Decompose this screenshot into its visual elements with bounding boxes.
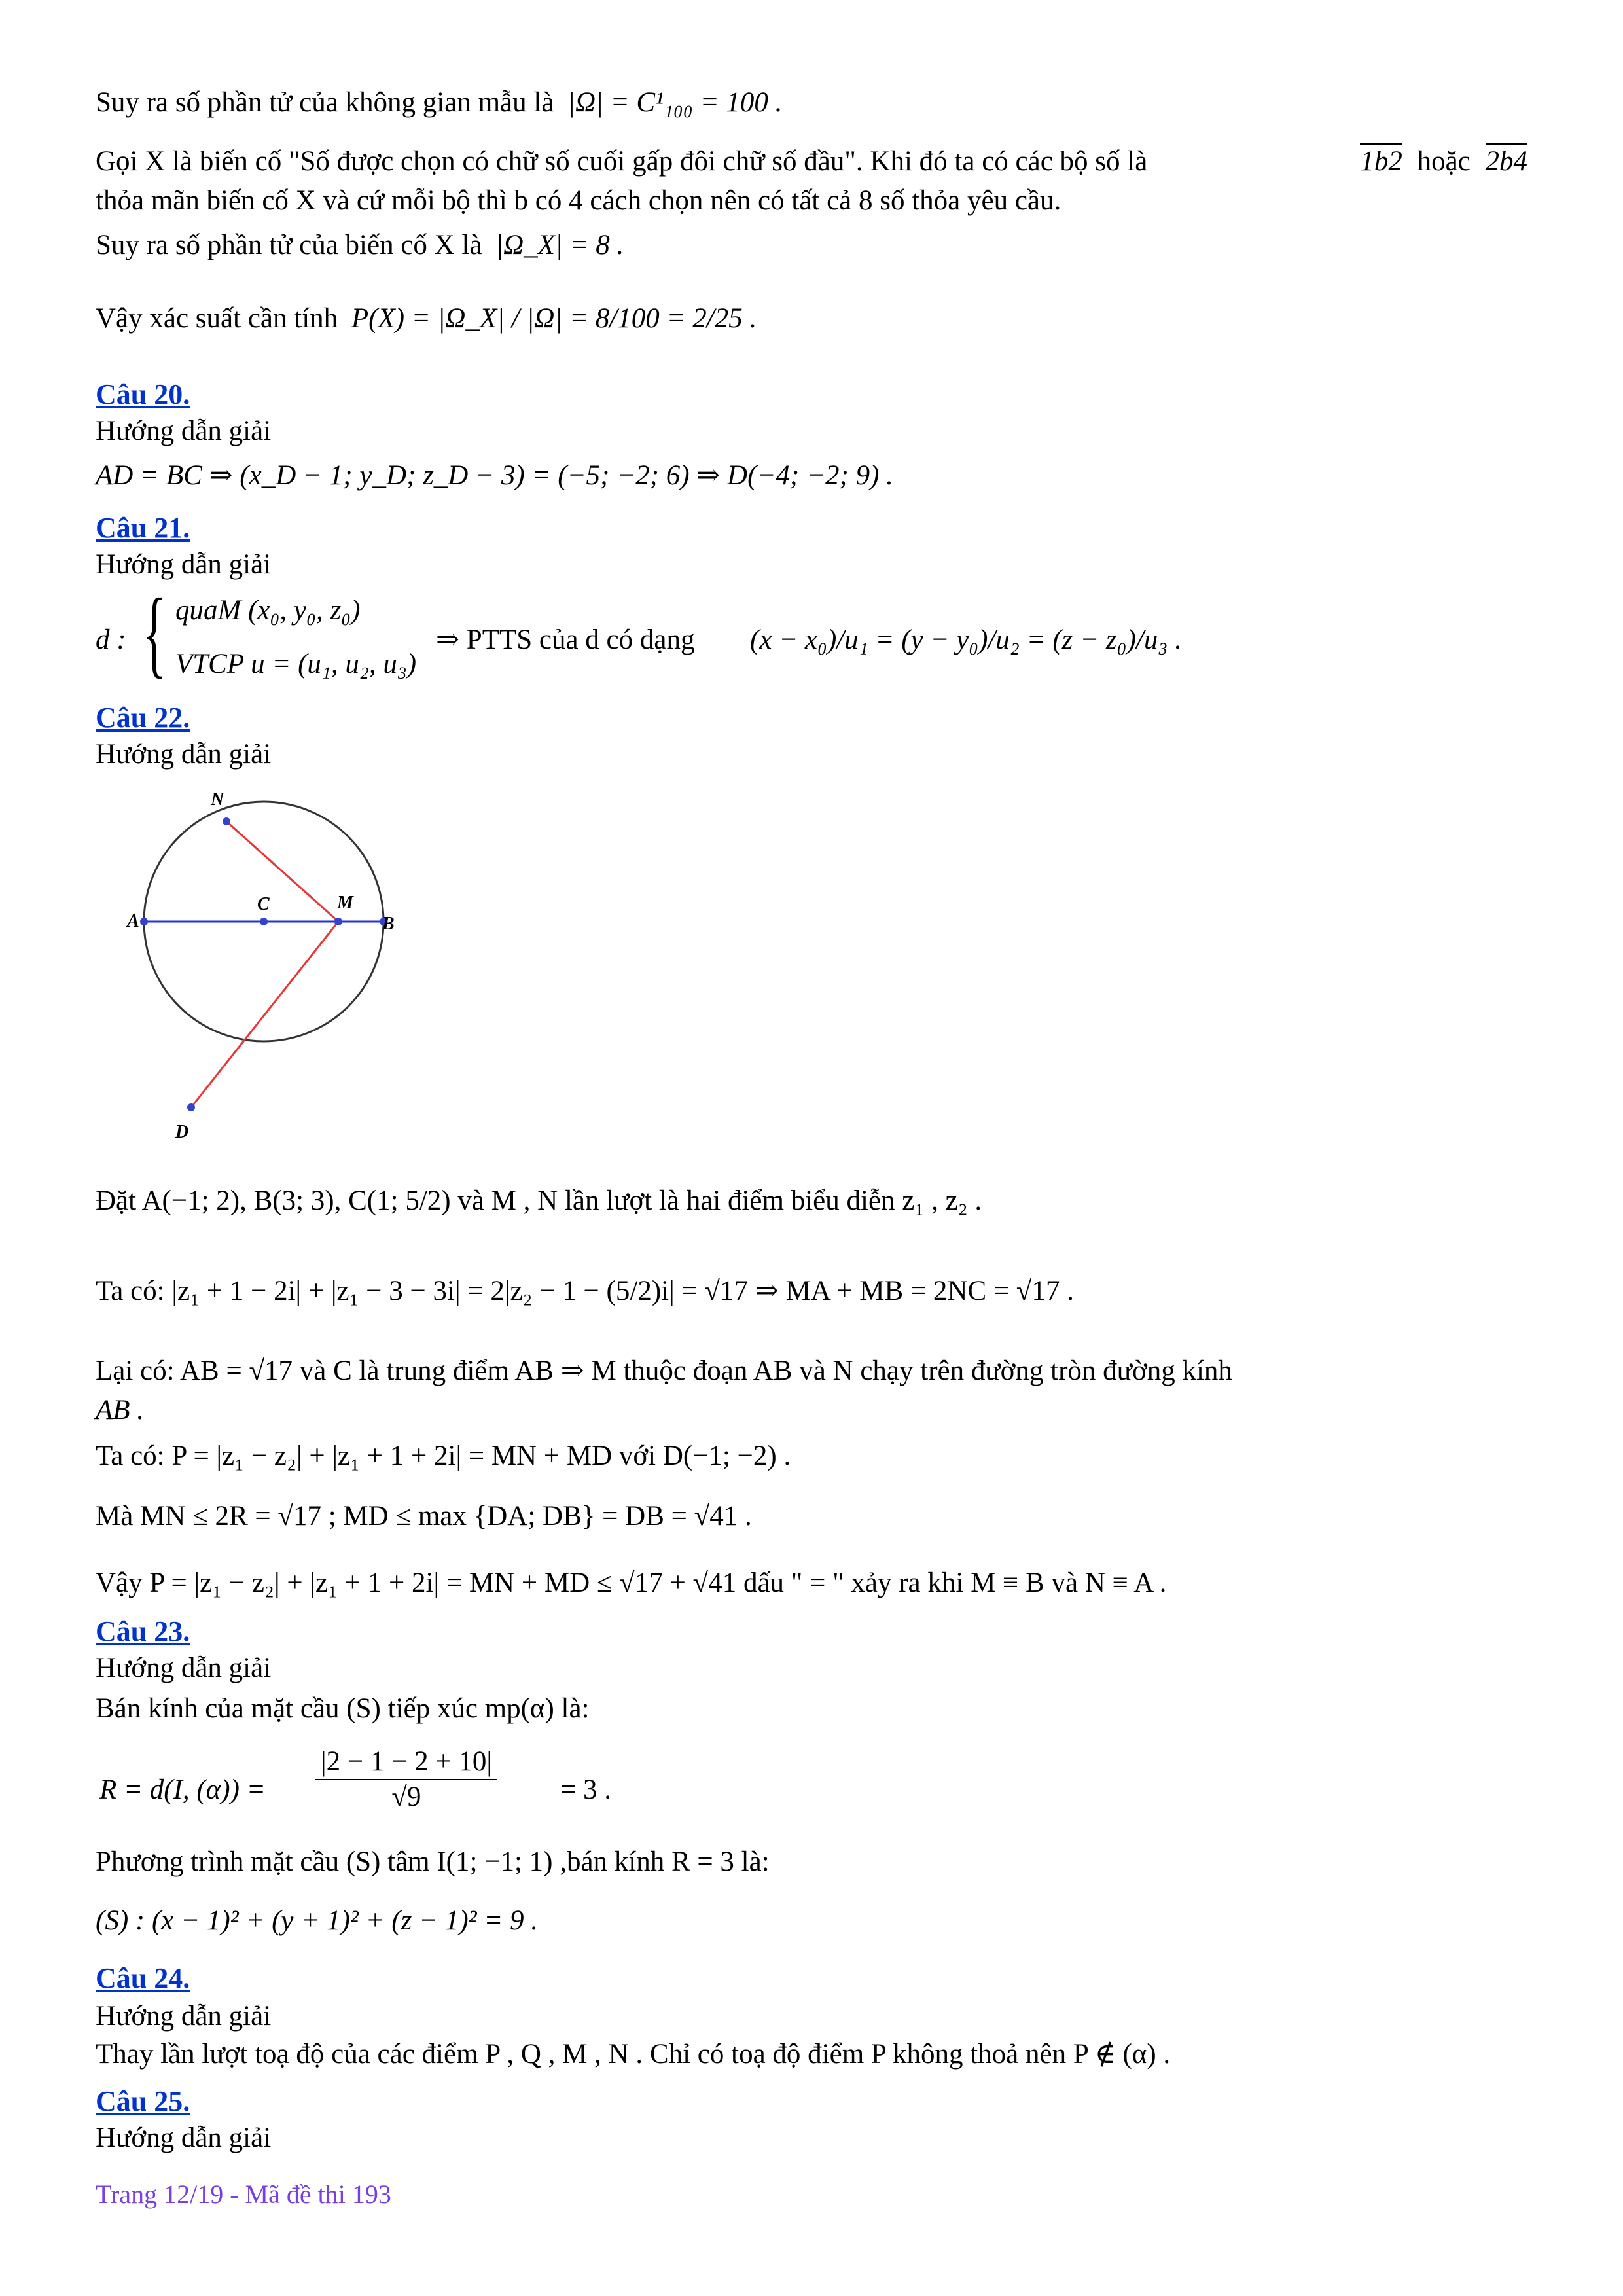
brace: { xyxy=(143,579,166,687)
event-cardinality-formula: |Ω_X| = 8 . xyxy=(495,230,624,260)
q23-sphere-intro: Phương trình mặt cầu (S) tâm I(1; −1; 1) ,bán kính R = 3 là: xyxy=(96,1846,770,1877)
passes-through-point: quaM (x₀, y₀, z₀) xyxy=(175,595,361,626)
question-24-title: Câu 24. xyxy=(96,1962,190,1994)
question-20-guide: Hướng dẫn giải xyxy=(96,416,272,446)
event-count-line: thỏa mãn biến cố X và cứ mỗi bộ thì b có 4 cách chọn nên có tất cả 8 số thỏa yêu cầu. xyxy=(96,185,1061,216)
line-d-label: d : xyxy=(96,624,126,655)
direction-vector: VTCP u = (u₁, u₂, u₃) xyxy=(175,649,417,679)
q22-p-expression: Ta có: P = |z₁ − z₂| + |z₁ + 1 + 2i| = MN + MD với D(−1; −2) . xyxy=(96,1441,791,1471)
label-d: D xyxy=(175,1122,189,1142)
point-m xyxy=(334,918,342,925)
probability-formula: P(X) = |Ω_X| / |Ω| = 8/100 = 2/25 . xyxy=(351,303,757,334)
label-a: A xyxy=(127,911,139,931)
question-23-guide: Hướng dẫn giải xyxy=(96,1653,272,1683)
label-b: B xyxy=(382,914,395,934)
question-25-guide: Hướng dẫn giải xyxy=(96,2123,272,2153)
question-23-title: Câu 23. xyxy=(96,1615,190,1647)
point-d xyxy=(187,1103,195,1111)
q22-setup-line: Đặt A(−1; 2), B(3; 3), C(1; 5/2) và M , N lần lượt là hai điểm biểu diễn z₁ , z₂ . xyxy=(96,1185,982,1216)
question-22-guide: Hướng dẫn giải xyxy=(96,739,272,770)
label-n: N xyxy=(211,789,224,810)
question-21-guide: Hướng dẫn giải xyxy=(96,549,272,580)
event-cardinality-line: Suy ra số phần tử của biến cố X là |Ω_X| = 8 . xyxy=(96,230,624,260)
question-24-guide: Hướng dẫn giải xyxy=(96,2001,272,2032)
segment-md xyxy=(191,922,338,1107)
question-21-title: Câu 21. xyxy=(96,512,190,544)
sample-space-formula: |Ω| = C¹₁₀₀ = 100 . xyxy=(567,87,783,118)
point-c xyxy=(260,918,268,925)
q23-radius-intro: Bán kính của mặt cầu (S) tiếp xúc mp(α) là: xyxy=(96,1693,590,1724)
q24-answer-line: Thay lần lượt toạ độ của các điểm P , Q , M , N . Chỉ có toạ độ điểm P không thoả nên P ∉ (α) . xyxy=(96,2039,1171,2070)
question-20-title: Câu 20. xyxy=(96,378,190,410)
q22-modulus-line: Ta có: |z₁ + 1 − 2i| + |z₁ − 3 − 3i| = 2|z₂ − 1 − (5/2)i| = √17 ⇒ MA + MB = 2NC = √17 . xyxy=(96,1276,1074,1306)
radius-fraction: $\frac{|2 - 1 - 2 + 10|}{√9}$ xyxy=(315,1745,497,1814)
sample-space-line: Suy ra số phần tử của không gian mẫu là |Ω| = C¹₁₀₀ = 100 . xyxy=(96,87,783,118)
circle-figure xyxy=(118,779,419,1145)
page-footer: Trang 12/19 - Mã đề thi 193 xyxy=(96,2179,391,2209)
parametric-form-label: ⇒ PTTS của d có dạng xyxy=(436,624,695,655)
point-a xyxy=(140,918,148,925)
q22-midpoint-line: Lại có: AB = √17 và C là trung điểm AB ⇒ M thuộc đoạn AB và N chạy trên đường tròn đường kính xyxy=(96,1355,1232,1386)
label-c: C xyxy=(257,894,270,914)
q22-midpoint-line-cont: AB . xyxy=(96,1395,145,1426)
q22-bound-line: Mà MN ≤ 2R = √17 ; MD ≤ max {DA; DB} = DB = √41 . xyxy=(96,1501,752,1532)
document-page: Suy ra số phần tử của không gian mẫu là |Ω| = C¹₁₀₀ = 100 . Gọi X là biến cố "Số được chọn có chữ số cuối gấp đôi chữ số đầu". Khi đó ta có các bộ số là 1b2 hoặc 2b4 thỏa mãn biến cố X và cứ mỗi bộ thì b có 4 cách chọn nên có tất cả 8 số thỏa yêu cầu. Suy ra số phần tử của biến cố X là |Ω_X| = 8 . Vậy xác suất cần tính P(X) = |Ω_X| / |Ω| = 8/100 = 2/25 . Câu 20. Hướng dẫn giải AD = BC ⇒ (x_D − 1; y_D; z_D − 3) = (−5; −2; 6) ⇒ D(−4; −2; 9) . Câu 21. Hướng dẫn giải d : { quaM (x₀, y₀, z₀) VTCP u = (u₁, u₂, u₃) ⇒ PTTS của d có dạng (x − x₀)/u₁ = (y − y₀)/u₂ = (z − z₀)/u₃ . Câu 22. Hướng dẫn giải N A C M B D Đặt A(−1; 2), B(3; 3), C(1; 5/2) và M , N lần lượt là hai điểm biểu diễn z₁ , z₂ . Ta có: |z₁ + 1 − 2i| + |z₁ − 3 − 3i| = 2|z₂ − 1 − (5/2)i| = √17 ⇒ MA + MB = 2NC = √17 . Lại có: AB = √17 và C là trung điểm AB ⇒ M thuộc đoạn AB và N chạy trên đường tròn đường kính AB . Ta có: P = |z₁ − z₂| + |z₁ + 1 + 2i| = MN + MD với D(−1; −2) . Mà MN ≤ 2R = √17 ; MD ≤ max {DA; DB} = DB = √41 . Vậy P = |z₁ − z₂| + |z₁ + 1 + 2i| = MN + MD ≤ √17 + √41 dấu " = " xảy ra khi M ≡ B và N ≡ A . Câu 23. Hướng dẫn giải Bán kính của mặt cầu (S) tiếp xúc mp(α) là: R = d(I, (α)) = $\frac{|2 - 1 - 2 + 10|}{√9}$ = 3 . Phương trình mặt cầu (S) tâm I(1; −1; 1) ,bán kính R = 3 là: (S) : (x − 1)² + (y + 1)² + (z − 1)² = 9 . Câu 24. Hướng dẫn giải Thay lần lượt toạ độ của các điểm P , Q , M , N . Chỉ có toạ độ điểm P không thoả nên P ∉ (α) . Câu 25. Hướng dẫn giải Trang 12/19 - Mã đề thi 193 xyxy=(96,87,1527,2209)
q22-conclusion-line: Vậy P = |z₁ − z₂| + |z₁ + 1 + 2i| = MN + MD ≤ √17 + √41 dấu " = " xảy ra khi M ≡ B và N ≡ A . xyxy=(96,1568,1167,1598)
q23-sphere-equation: (S) : (x − 1)² + (y + 1)² + (z − 1)² = 9 . xyxy=(96,1905,539,1936)
canonical-equation: (x − x₀)/u₁ = (y − y₀)/u₂ = (z − z₀)/u₃ . xyxy=(750,624,1182,655)
segment-mn xyxy=(226,821,338,922)
probability-line: Vậy xác suất cần tính P(X) = |Ω_X| / |Ω| = 8/100 = 2/25 . xyxy=(96,303,757,334)
question-20-formula: AD = BC ⇒ (x_D − 1; y_D; z_D − 3) = (−5; −2; 6) ⇒ D(−4; −2; 9) . xyxy=(96,460,893,491)
point-n xyxy=(223,817,230,825)
label-m: M xyxy=(337,893,353,913)
event-definition-line: Gọi X là biến cố "Số được chọn có chữ số cuối gấp đôi chữ số đầu". Khi đó ta có các bộ số là 1b2 hoặc 2b4 xyxy=(96,145,1527,177)
number-pattern-1b2: 1b2 xyxy=(1360,143,1402,177)
question-25-title: Câu 25. xyxy=(96,2085,190,2117)
question-22-title: Câu 22. xyxy=(96,702,190,734)
number-pattern-2b4: 2b4 xyxy=(1486,143,1528,177)
